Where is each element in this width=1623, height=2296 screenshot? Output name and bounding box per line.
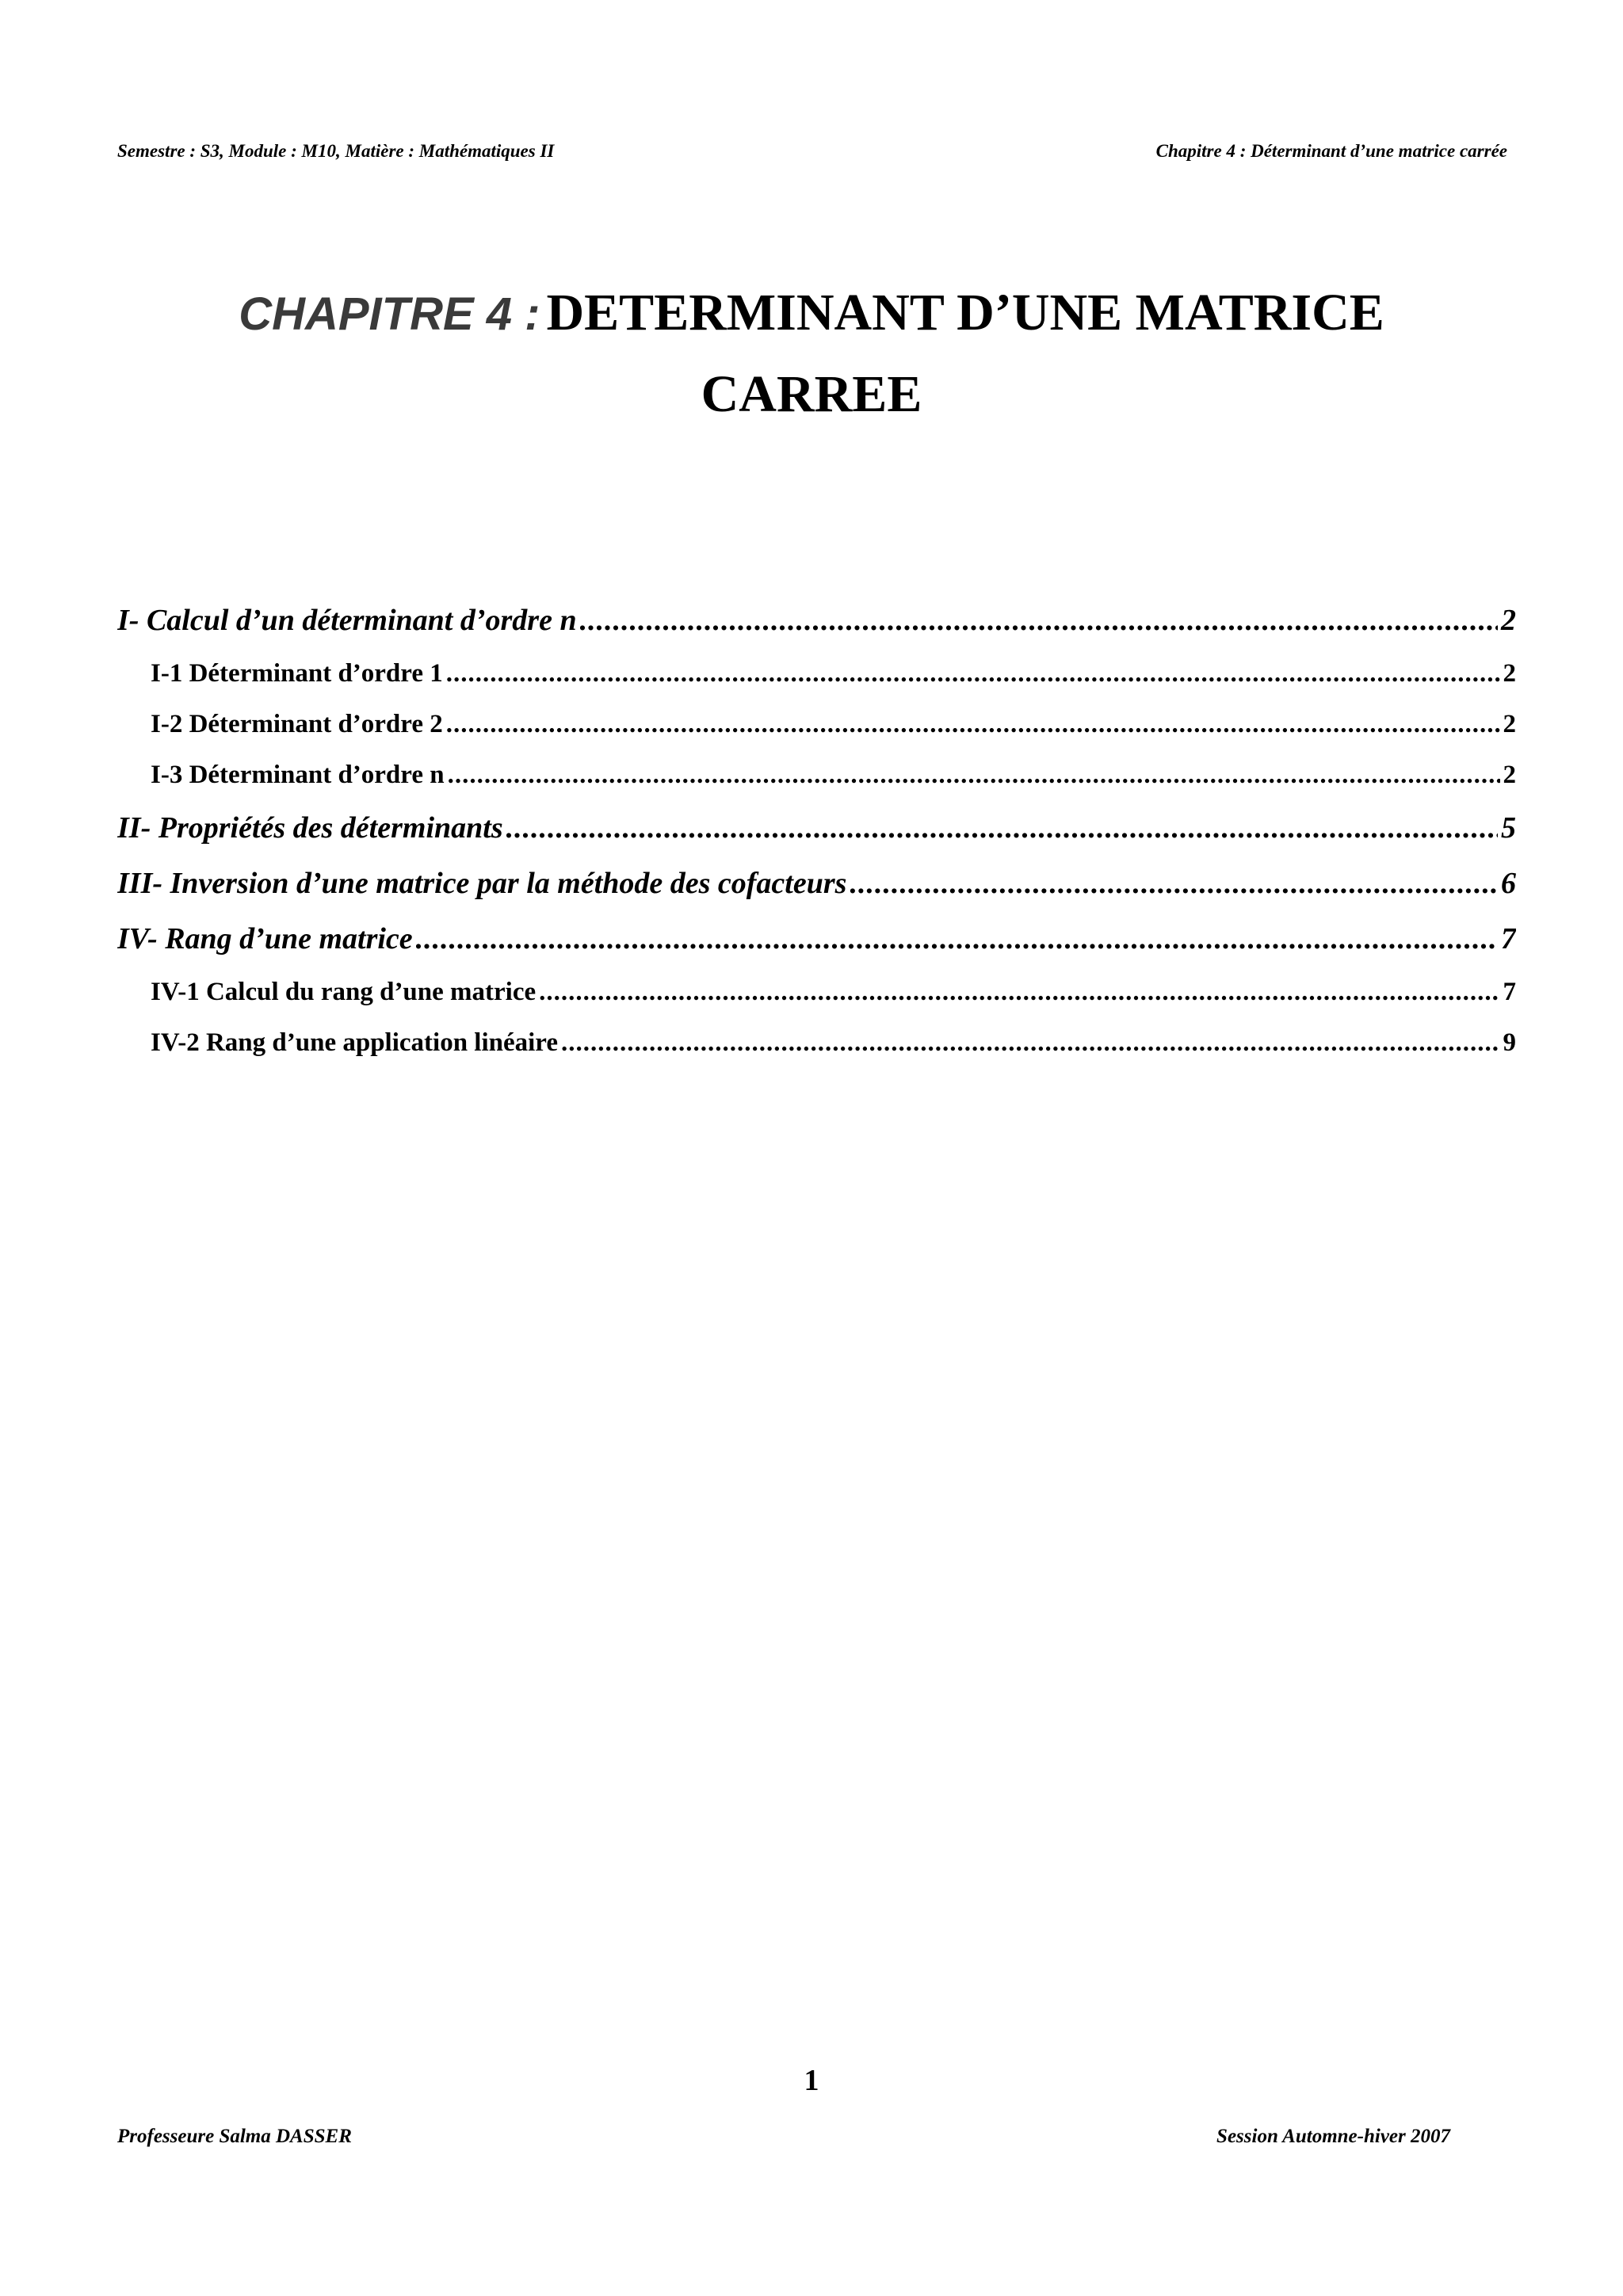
toc-entry-page: 2: [1503, 710, 1516, 738]
toc-entry-page: 9: [1503, 1028, 1516, 1057]
toc-entry-label: II- Propriétés des déterminants: [117, 811, 503, 845]
toc-entry-page: 5: [1501, 811, 1516, 845]
chapter-title-prefix: CHAPITRE 4 :: [239, 288, 540, 340]
chapter-title: [0, 279, 1623, 442]
toc-leader-dots: [416, 911, 1498, 967]
toc-entry-label: I-3 Déterminant d’ordre n: [151, 761, 445, 789]
toc-entry[interactable]: [117, 699, 1516, 749]
toc-leader-dots: [448, 749, 1500, 800]
footer-left: Professeure Salma DASSER: [117, 2126, 352, 2147]
toc-entry-page: 7: [1503, 978, 1516, 1006]
toc-entry-label: I-1 Déterminant d’ordre 1: [151, 659, 443, 688]
toc-leader-dots: [561, 1017, 1500, 1068]
toc-entry-page: 6: [1501, 867, 1516, 900]
table-of-contents: [117, 593, 1516, 1068]
header-left: Semestre : S3, Module : M10, Matière : Mathématiques II: [117, 141, 555, 161]
toc-leader-dots: [446, 699, 1500, 749]
toc-entry-label: IV- Rang d’une matrice: [117, 922, 413, 955]
page-number: 1: [804, 2064, 819, 2097]
toc-entry-label: III- Inversion d’une matrice par la méthode des cofacteurs: [117, 867, 847, 900]
toc-entry[interactable]: [117, 648, 1516, 699]
toc-entry-label: IV-2 Rang d’une application linéaire: [151, 1028, 558, 1057]
toc-entry-label: I-2 Déterminant d’ordre 2: [151, 710, 443, 738]
toc-leader-dots: [539, 967, 1499, 1017]
toc-entry-page: 7: [1501, 922, 1516, 955]
toc-leader-dots: [506, 800, 1498, 856]
toc-entry-page: 2: [1503, 761, 1516, 789]
toc-entry[interactable]: [117, 1017, 1516, 1068]
toc-leader-dots: [580, 593, 1498, 648]
toc-entry-label: IV-1 Calcul du rang d’une matrice: [151, 978, 537, 1006]
toc-entry[interactable]: [117, 749, 1516, 800]
toc-leader-dots: [850, 856, 1498, 911]
footer-right: Session Automne-hiver 2007: [1216, 2126, 1450, 2147]
toc-entry-page: 2: [1501, 604, 1516, 637]
toc-entry-label: I- Calcul d’un déterminant d’ordre n: [117, 604, 577, 637]
toc-entry-page: 2: [1503, 659, 1516, 688]
toc-entry[interactable]: [117, 967, 1516, 1017]
header-right: Chapitre 4 : Déterminant d’une matrice carrée: [1155, 141, 1507, 161]
toc-leader-dots: [446, 648, 1500, 699]
toc-entry[interactable]: [117, 593, 1516, 648]
chapter-title-line2: CARREE: [701, 365, 922, 423]
toc-entry[interactable]: [117, 911, 1516, 967]
chapter-title-line1: DETERMINANT D’UNE MATRICE: [546, 284, 1384, 341]
toc-entry[interactable]: [117, 856, 1516, 911]
toc-entry[interactable]: [117, 800, 1516, 856]
